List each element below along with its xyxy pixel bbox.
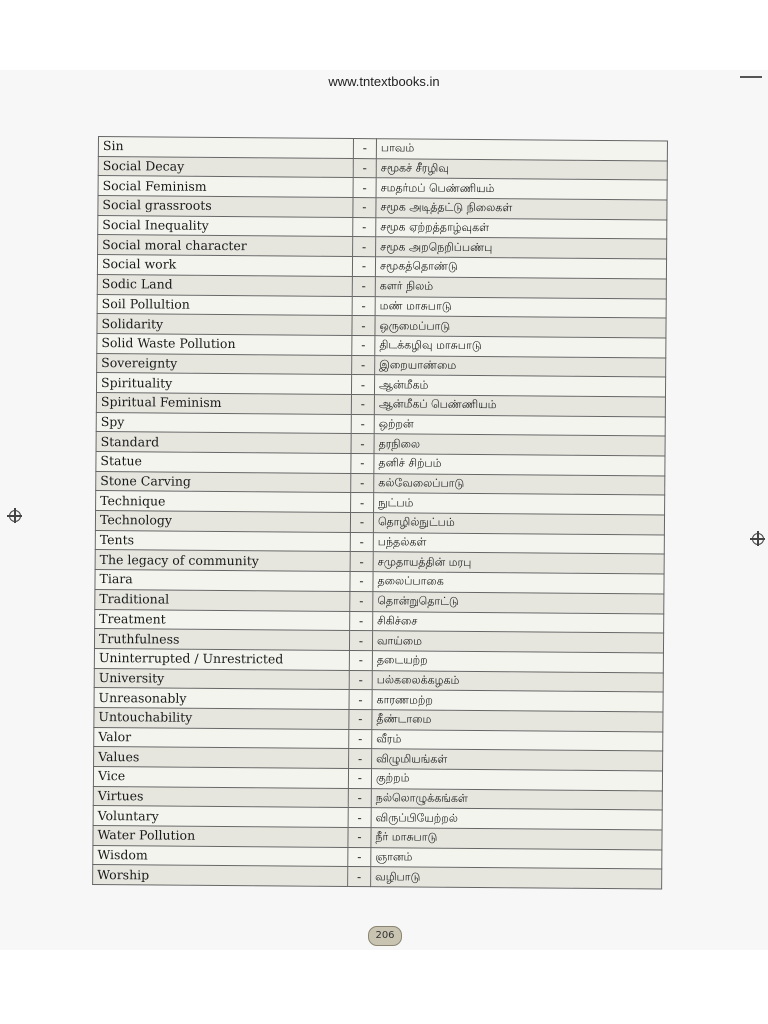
separator-dash: - (352, 316, 375, 336)
tamil-term: ஒருமைப்பாடு (375, 316, 666, 338)
separator-dash: - (353, 217, 376, 237)
separator-dash: - (348, 828, 371, 848)
separator-dash: - (353, 158, 376, 178)
tamil-term: சமூக அறநெறிப்பண்பு (376, 237, 667, 259)
tamil-term: சமதர்மப் பெண்ணியம் (376, 178, 667, 200)
english-term: Water Pollution (93, 826, 348, 848)
tamil-term: பாவம் (376, 139, 667, 161)
tamil-term: பந்தல்கள் (373, 532, 664, 554)
tamil-term: தொழில்நுட்பம் (373, 513, 664, 535)
tamil-term: ஆன்மீகம் (374, 375, 665, 397)
english-term: Worship (93, 865, 348, 887)
english-term: University (94, 668, 349, 690)
tamil-term: தரநிலை (374, 434, 665, 456)
english-term: Vice (93, 766, 348, 788)
english-term: Technique (96, 491, 351, 513)
separator-dash: - (352, 335, 375, 355)
corner-dash (740, 76, 762, 78)
english-term: Tiara (95, 570, 350, 592)
separator-dash: - (349, 729, 372, 749)
separator-dash: - (352, 276, 375, 296)
english-term: Treatment (95, 609, 350, 631)
tamil-term: சமூகத்தொண்டு (375, 257, 666, 279)
english-term: The legacy of community (95, 550, 350, 572)
tamil-term: களர் நிலம் (375, 276, 666, 298)
separator-dash: - (351, 375, 374, 395)
registration-mark-icon (752, 533, 764, 545)
separator-dash: - (352, 355, 375, 375)
separator-dash: - (348, 768, 371, 788)
separator-dash: - (350, 591, 373, 611)
tamil-term: திடக்கழிவு மாசுபாடு (375, 336, 666, 358)
separator-dash: - (350, 532, 373, 552)
tamil-term: சமூகச் சீரழிவு (376, 158, 667, 180)
english-term: Voluntary (93, 806, 348, 828)
tamil-term: வாய்மை (372, 631, 663, 653)
separator-dash: - (351, 394, 374, 414)
tamil-term: தடையற்ற (372, 651, 663, 673)
separator-dash: - (349, 631, 372, 651)
english-term: Valor (94, 727, 349, 749)
site-url: www.tntextbooks.in (328, 74, 440, 89)
registration-mark-icon (9, 510, 21, 522)
separator-dash: - (351, 414, 374, 434)
separator-dash: - (353, 237, 376, 257)
english-term: Unreasonably (94, 688, 349, 710)
english-term: Untouchability (94, 707, 349, 729)
separator-dash: - (351, 473, 374, 493)
separator-dash: - (349, 670, 372, 690)
page-number: 206 (368, 926, 402, 946)
tamil-term: நீர் மாசுபாடு (371, 828, 662, 850)
tamil-term: நல்லொழுக்கங்கள் (371, 788, 662, 810)
tamil-term: கல்வேலைப்பாடு (374, 473, 665, 495)
tamil-term: குற்றம் (371, 769, 662, 791)
english-term: Social Feminism (98, 176, 353, 198)
separator-dash: - (351, 493, 374, 513)
tamil-term: இறையாண்மை (375, 355, 666, 377)
separator-dash: - (349, 749, 372, 769)
tamil-term: சமூக ஏற்றத்தாழ்வுகள் (376, 217, 667, 239)
tamil-term: காரணமற்ற (372, 690, 663, 712)
glossary-body (93, 137, 668, 890)
tamil-term: ஒற்றன் (374, 414, 665, 436)
tamil-term: சிகிச்சை (373, 611, 664, 633)
english-term: Social grassroots (98, 196, 353, 218)
separator-dash: - (353, 139, 376, 159)
english-term: Tents (95, 530, 350, 552)
tamil-term: விழுமியங்கள் (372, 749, 663, 771)
english-term: Truthfulness (94, 629, 349, 651)
tamil-term: சமுதாயத்தின் மரபு (373, 552, 664, 574)
english-term: Standard (96, 432, 351, 454)
separator-dash: - (349, 690, 372, 710)
separator-dash: - (351, 453, 374, 473)
separator-dash: - (350, 552, 373, 572)
english-term: Technology (95, 511, 350, 533)
separator-dash: - (348, 867, 371, 887)
separator-dash: - (350, 572, 373, 592)
tamil-term: பல்கலைக்கழகம் (372, 670, 663, 692)
tamil-term: வீரம் (372, 729, 663, 751)
tamil-term: வழிபாடு (371, 867, 662, 889)
english-term: Solid Waste Pollution (97, 333, 352, 355)
english-term: Sodic Land (97, 274, 352, 296)
separator-dash: - (349, 650, 372, 670)
tamil-term: தனிச் சிற்பம் (374, 454, 665, 476)
english-term: Values (94, 747, 349, 769)
english-term: Social Decay (98, 156, 353, 178)
separator-dash: - (353, 178, 376, 198)
tamil-term: தலைப்பாகை (373, 572, 664, 594)
english-term: Traditional (95, 589, 350, 611)
tamil-term: ஞானம் (371, 847, 662, 869)
tamil-term: நுட்பம் (374, 493, 665, 515)
english-term: Soil Pollultion (97, 294, 352, 316)
separator-dash: - (353, 198, 376, 218)
tamil-term: தொன்றுதொட்டு (373, 591, 664, 613)
tamil-term: தீண்டாமை (372, 710, 663, 732)
english-term: Sovereignty (97, 353, 352, 375)
separator-dash: - (349, 709, 372, 729)
tamil-term: ஆன்மீகப் பெண்ணியம் (374, 395, 665, 417)
separator-dash: - (348, 808, 371, 828)
english-term: Uninterrupted / Unrestricted (94, 648, 349, 670)
separator-dash: - (348, 847, 371, 867)
english-term: Spiritual Feminism (96, 392, 351, 414)
english-term: Spirituality (96, 373, 351, 395)
english-term: Wisdom (93, 845, 348, 867)
english-term: Social Inequality (98, 215, 353, 237)
separator-dash: - (352, 257, 375, 277)
separator-dash: - (350, 513, 373, 533)
english-term: Stone Carving (96, 471, 351, 493)
english-term: Social moral character (98, 235, 353, 257)
tamil-term: மண் மாசுபாடு (375, 296, 666, 318)
english-term: Sin (98, 137, 353, 159)
separator-dash: - (351, 434, 374, 454)
separator-dash: - (348, 788, 371, 808)
table-row (93, 865, 662, 889)
separator-dash: - (352, 296, 375, 316)
english-term: Spy (96, 412, 351, 434)
tamil-term: விருப்பியேற்றல் (371, 808, 662, 830)
english-term: Solidarity (97, 314, 352, 336)
glossary-table (92, 136, 668, 890)
english-term: Statue (96, 451, 351, 473)
tamil-term: சமூக அடித்தட்டு நிலைகள் (376, 198, 667, 220)
english-term: Social work (97, 255, 352, 277)
separator-dash: - (350, 611, 373, 631)
glossary-table-wrap (92, 136, 668, 890)
english-term: Virtues (93, 786, 348, 808)
